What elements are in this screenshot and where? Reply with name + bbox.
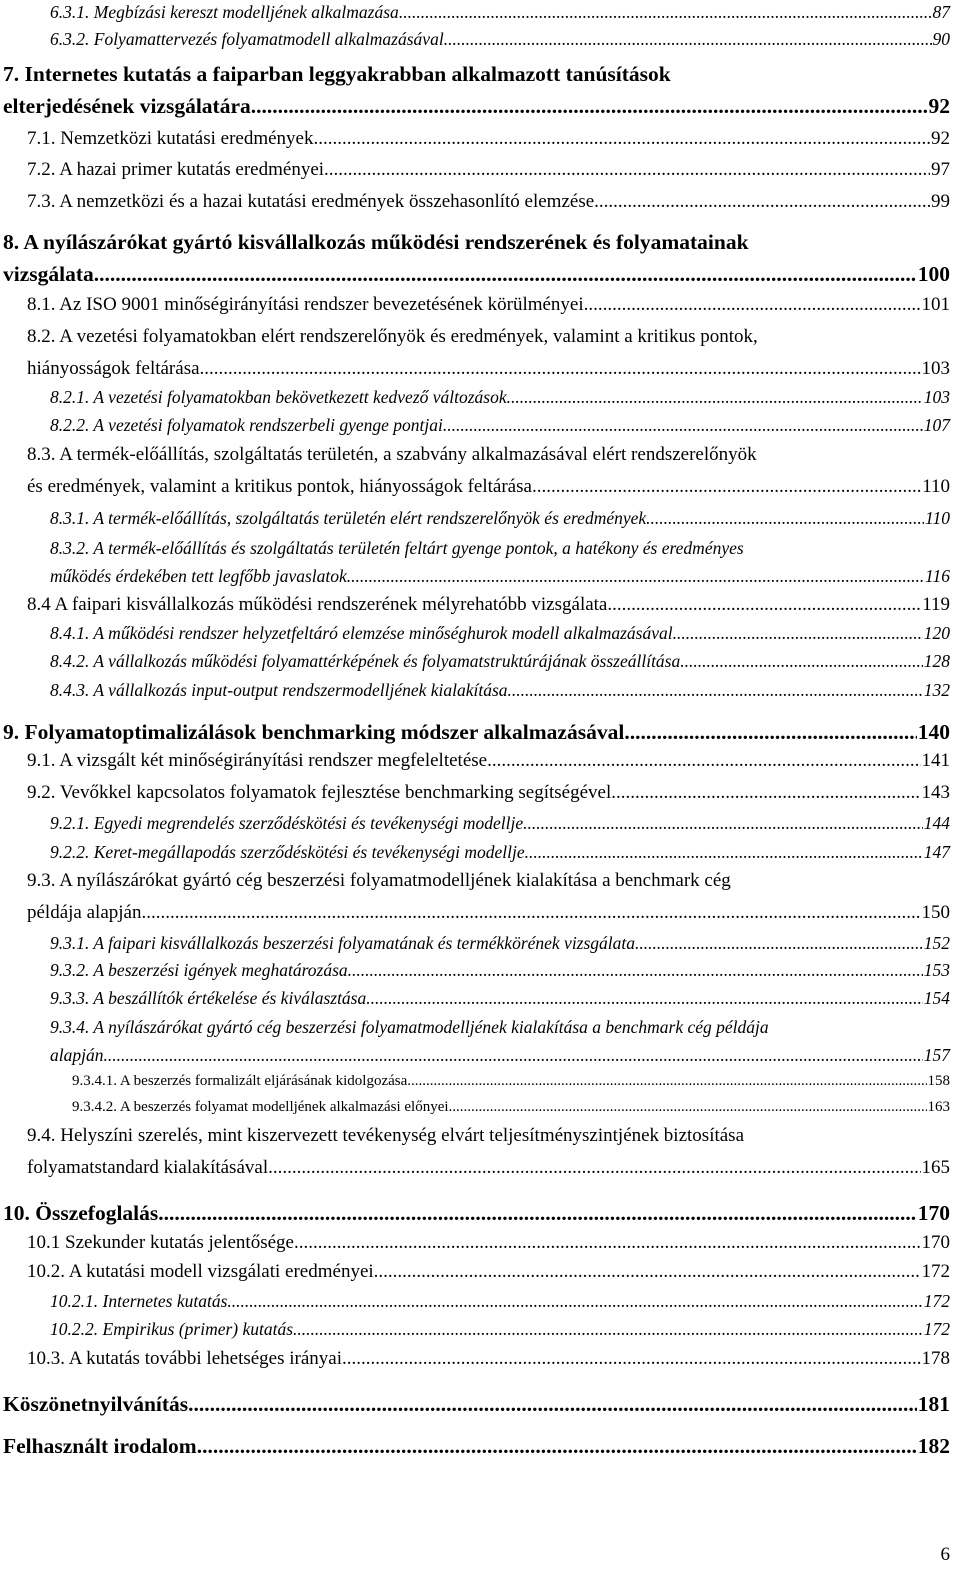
toc-entry-title-continued: elterjedésének vizsgálatára: [3, 94, 251, 118]
toc-page-number: 170: [917, 1201, 950, 1225]
dot-leader: [188, 1392, 917, 1417]
toc-entry[interactable]: [50, 623, 950, 644]
toc-entry[interactable]: [27, 444, 950, 497]
toc-page-number: 150: [921, 902, 950, 923]
toc-entry-title: Köszönetnyilvánítás: [3, 1392, 189, 1416]
toc-entry[interactable]: [27, 594, 950, 616]
toc-entry-title: 8.4.1. A működési rendszer helyzetfeltáró elemzése minőséghurok modell alkalmazásával: [50, 623, 673, 643]
dot-leader: [141, 902, 920, 924]
toc-entry[interactable]: [27, 1232, 950, 1254]
toc-entry-title: 8.3.2. A termék-előállítás és szolgáltatás területén feltárt gyenge pontok, a hatékony és eredményes: [50, 538, 744, 558]
dot-leader: [444, 29, 932, 50]
toc-entry-title: 10.2. A kutatási modell vizsgálati eredményei: [27, 1261, 374, 1282]
toc-page-number: 103: [921, 358, 950, 379]
toc-entry[interactable]: [50, 1291, 950, 1312]
dot-leader: [366, 988, 923, 1009]
toc-page-number: 90: [932, 29, 950, 49]
toc-page-number: 181: [917, 1392, 950, 1416]
toc-entry-title: 6.3.2. Folyamattervezés folyamatmodell alkalmazásával: [50, 29, 444, 49]
toc-entry[interactable]: [27, 1261, 950, 1283]
toc-entry-title-continued: folyamatstandard kialakításával: [27, 1157, 269, 1178]
toc-entry-title: 9.2.1. Egyedi megrendelés szerződéskötési és tevékenységi modellje: [50, 813, 524, 833]
toc-entry-title: 8.2.2. A vezetési folyamatok rendszerbeli gyenge pontjai: [50, 415, 443, 435]
toc-entry-title-continued: alapján: [50, 1045, 104, 1065]
toc-entry-title: 8. A nyílászárókat gyártó kisvállalkozás működési rendszerének és folyamatainak: [3, 230, 749, 254]
toc-entry[interactable]: [27, 159, 950, 181]
dot-leader: [94, 262, 917, 287]
toc-entry[interactable]: [50, 2, 950, 23]
toc-page-number: 172: [921, 1261, 950, 1282]
toc-entry[interactable]: [50, 387, 950, 408]
dot-leader: [407, 1073, 926, 1090]
toc-page-number: 100: [917, 262, 950, 286]
toc-entry-title: 10.2.2. Empirikus (primer) kutatás: [50, 1319, 294, 1339]
toc-page-number: 97: [931, 159, 950, 180]
toc-entry-title: 9.3.2. A beszerzési igények meghatározása: [50, 960, 348, 980]
toc-page-number: 119: [922, 594, 950, 615]
toc-entry[interactable]: [3, 62, 950, 118]
dot-leader: [158, 1201, 916, 1226]
dot-leader: [487, 750, 920, 772]
toc-page-number: 103: [923, 387, 950, 407]
toc-entry-title: 8.3.1. A termék-előállítás, szolgáltatás területén elért rendszerelőnyök és eredmények: [50, 508, 647, 528]
toc-page-number: 178: [921, 1348, 950, 1369]
toc-entry-title: 10. Összefoglalás: [3, 1201, 159, 1225]
toc-entry[interactable]: [50, 813, 950, 834]
page-number: 6: [940, 1544, 950, 1565]
toc-entry-title: 8.4 A faipari kisvállalkozás működési rendszerének mélyrehatóbb vizsgálata: [27, 594, 608, 615]
toc-entry[interactable]: [50, 1017, 950, 1065]
toc-entry-title: 8.2.1. A vezetési folyamatokban bekövetkezett kedvező változások: [50, 387, 507, 407]
toc-entry[interactable]: [72, 1099, 950, 1116]
toc-entry[interactable]: [3, 1392, 950, 1417]
dot-leader: [103, 1045, 922, 1066]
toc-page-number: 158: [927, 1073, 950, 1089]
dot-leader: [507, 387, 923, 408]
toc-page-number: 144: [923, 813, 950, 833]
toc-entry[interactable]: [27, 870, 950, 923]
toc-entry[interactable]: [27, 326, 950, 379]
toc-entry-title: 7.1. Nemzetközi kutatási eredmények: [27, 128, 314, 149]
toc-entry-title-continued: vizsgálata: [3, 262, 94, 286]
dot-leader: [646, 508, 924, 529]
dot-leader: [293, 1319, 923, 1340]
dot-leader: [584, 294, 921, 316]
toc-entry-title: 9.2. Vevőkkel kapcsolatos folyamatok fejlesztése benchmarking segítségével: [27, 782, 612, 803]
toc-entry[interactable]: [27, 750, 950, 772]
dot-leader: [200, 358, 921, 380]
toc-entry-title: 8.1. Az ISO 9001 minőségirányítási rendszer bevezetésének körülményei: [27, 294, 584, 315]
dot-leader: [197, 1434, 917, 1459]
toc-entry[interactable]: [50, 933, 950, 954]
toc-page-number: 182: [917, 1434, 950, 1458]
toc-page-number: 170: [921, 1232, 950, 1253]
toc-entry[interactable]: [27, 294, 950, 316]
toc-page-number: 140: [917, 720, 950, 744]
toc-entry-title: 10.1 Szekunder kutatás jelentősége: [27, 1232, 294, 1253]
dot-leader: [635, 933, 923, 954]
toc-page-number: 116: [925, 566, 950, 586]
toc-entry-title: 9.2.2. Keret-megállapodás szerződéskötési és tevékenységi modellje: [50, 842, 525, 862]
toc-entry-title-continued: működés érdekében tett legfőbb javaslatok: [50, 566, 347, 586]
toc-page-number: 87: [932, 2, 950, 22]
toc-page-number: 163: [927, 1099, 950, 1115]
dot-leader: [251, 94, 928, 119]
toc-page-number: 172: [923, 1291, 950, 1311]
dot-leader: [347, 566, 924, 587]
toc-page-number: 128: [923, 651, 950, 671]
dot-leader: [508, 680, 923, 701]
toc-entry[interactable]: [27, 782, 950, 804]
toc-entry-title: 8.4.3. A vállalkozás input-output rendszermodelljének kialakítása: [50, 680, 508, 700]
toc-page-number: 165: [921, 1157, 950, 1178]
toc-page-number: 107: [923, 415, 950, 435]
toc-entry-title: 7. Internetes kutatás a faiparban leggyakrabban alkalmazott tanúsítások: [3, 62, 671, 86]
toc-page-number: 99: [931, 191, 950, 212]
dot-leader: [342, 1348, 920, 1370]
toc-entry-title: 9.3.4. A nyílászárókat gyártó cég beszerzési folyamatmodelljének kialakítása a benchmark cég példája: [50, 1017, 769, 1037]
toc-page-number: 110: [922, 476, 950, 497]
toc-entry-title: 9.4. Helyszíni szerelés, mint kiszervezett tevékenység elvárt teljesítményszintjének biztosítása: [27, 1125, 745, 1146]
toc-entry[interactable]: [50, 1319, 950, 1340]
dot-leader: [525, 842, 923, 863]
toc-page-number: 143: [921, 782, 950, 803]
dot-leader: [399, 2, 932, 23]
dot-leader: [313, 128, 930, 150]
toc-page-number: 110: [925, 508, 950, 528]
toc-page-number: 154: [923, 988, 950, 1008]
dot-leader: [443, 415, 923, 436]
toc-entry-title: 10.3. A kutatás további lehetséges irányai: [27, 1348, 343, 1369]
toc-entry[interactable]: [3, 230, 950, 286]
dot-leader: [294, 1232, 921, 1254]
toc-page-number: 92: [931, 128, 950, 149]
toc-entry[interactable]: [50, 680, 950, 701]
dot-leader: [523, 813, 923, 834]
dot-leader: [611, 782, 920, 804]
toc-entry[interactable]: [50, 508, 950, 529]
toc-page-number: 92: [928, 94, 950, 118]
toc-entry[interactable]: [27, 128, 950, 150]
toc-entry-title: 8.3. A termék-előállítás, szolgáltatás területén, a szabvány alkalmazásával elért rendszerelőnyök: [27, 444, 757, 465]
dot-leader: [227, 1291, 922, 1312]
toc-entry-title: 9. Folyamatoptimalizálások benchmarking módszer alkalmazásával: [3, 720, 625, 744]
dot-leader: [348, 960, 923, 981]
toc-page-number: 132: [923, 680, 950, 700]
toc-entry[interactable]: [3, 1434, 950, 1459]
toc-entry[interactable]: [3, 720, 950, 745]
toc-page-number: 172: [923, 1319, 950, 1339]
toc-entry[interactable]: [50, 415, 950, 436]
toc-page-number: 120: [923, 623, 950, 643]
toc-entry-title: 7.3. A nemzetközi és a hazai kutatási eredmények összehasonlító elemzése: [27, 191, 595, 212]
toc-entry-title-continued: példája alapján: [27, 902, 142, 923]
toc-entry-title-continued: hiányosságok feltárása: [27, 358, 200, 379]
toc-entry-title: 6.3.1. Megbízási kereszt modelljének alkalmazása: [50, 2, 399, 22]
toc-entry-title: 7.2. A hazai primer kutatás eredményei: [27, 159, 325, 180]
toc-entry-title: Felhasznált irodalom: [3, 1434, 197, 1458]
toc-page-number: 152: [923, 933, 950, 953]
dot-leader: [673, 623, 923, 644]
toc-page-number: 153: [923, 960, 950, 980]
toc-entry[interactable]: [50, 29, 950, 50]
dot-leader: [680, 651, 923, 672]
toc-entry[interactable]: [50, 651, 950, 672]
toc-entry-title: 10.2.1. Internetes kutatás: [50, 1291, 228, 1311]
toc-entry-title: 9.3. A nyílászárókat gyártó cég beszerzési folyamatmodelljének kialakítása a benchmark cég: [27, 870, 731, 891]
toc-entry[interactable]: [50, 988, 950, 1009]
dot-leader: [324, 159, 930, 181]
dot-leader: [374, 1261, 921, 1283]
dot-leader: [532, 476, 921, 498]
dot-leader: [594, 191, 930, 213]
toc-entry[interactable]: [72, 1073, 950, 1090]
toc-entry-title: 8.2. A vezetési folyamatokban elért rendszerelőnyök és eredmények, valamint a kritikus pontok,: [27, 326, 758, 347]
dot-leader: [624, 720, 916, 745]
toc-entry-title-continued: és eredmények, valamint a kritikus pontok, hiányosságok feltárása: [27, 476, 532, 497]
toc-entry[interactable]: [50, 538, 950, 586]
toc-entry-title: 8.4.2. A vállalkozás működési folyamattérképének és folyamatstruktúrájának összeállítása: [50, 651, 681, 671]
toc-entry-title: 9.1. A vizsgált két minőségirányítási rendszer megfeleltetése: [27, 750, 488, 771]
dot-leader: [607, 594, 921, 616]
toc-page-number: 147: [923, 842, 950, 862]
toc-page-number: 141: [921, 750, 950, 771]
toc-page-number: 101: [921, 294, 950, 315]
toc-entry[interactable]: [50, 842, 950, 863]
toc-entry-title: 9.3.4.1. A beszerzés formalizált eljárásának kidolgozása: [72, 1073, 408, 1089]
dot-leader: [449, 1099, 927, 1116]
toc-entry[interactable]: [27, 1125, 950, 1178]
toc-entry[interactable]: [27, 191, 950, 213]
toc-page-number: 157: [923, 1045, 950, 1065]
toc-entry[interactable]: [27, 1348, 950, 1370]
toc-entry-title: 9.3.1. A faipari kisvállalkozás beszerzési folyamatának és termékkörének vizsgálata: [50, 933, 636, 953]
toc-entry-title: 9.3.3. A beszállítók értékelése és kiválasztása: [50, 988, 367, 1008]
toc-entry[interactable]: [50, 960, 950, 981]
toc-entry-title: 9.3.4.2. A beszerzés folyamat modelljének alkalmazási előnyei: [72, 1099, 449, 1115]
toc-entry[interactable]: [3, 1201, 950, 1226]
dot-leader: [268, 1157, 920, 1179]
